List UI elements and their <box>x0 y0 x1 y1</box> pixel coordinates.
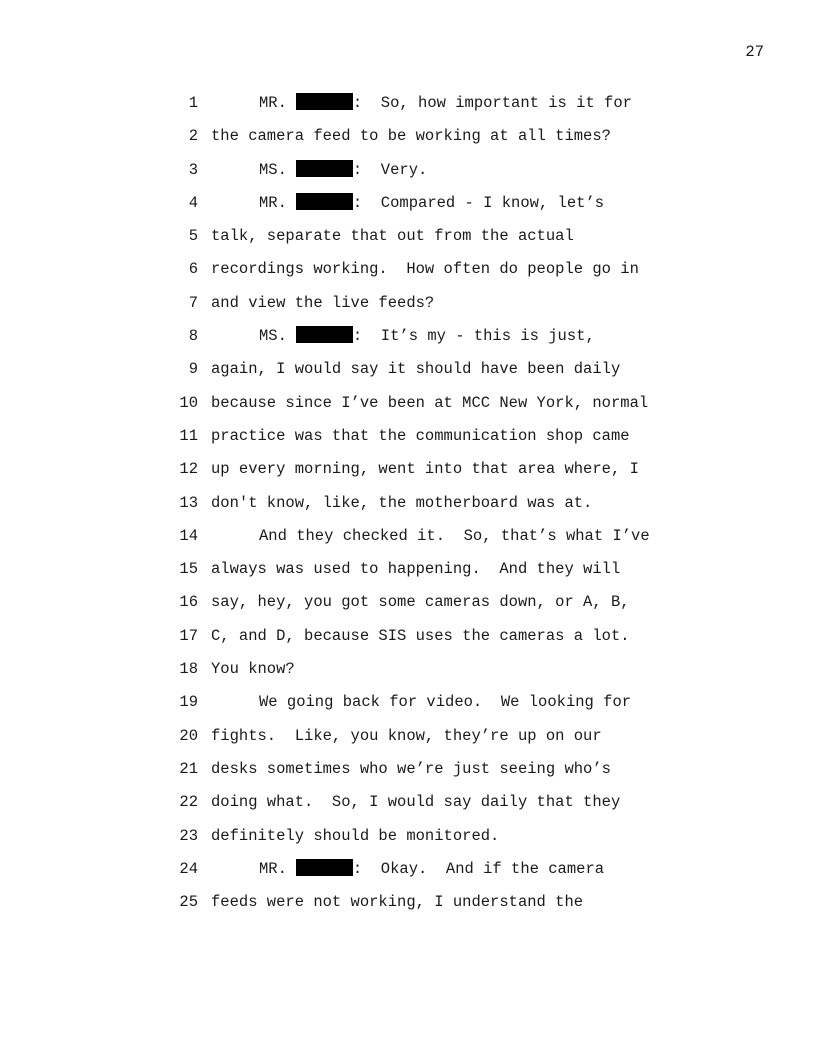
transcript-line <box>0 353 816 386</box>
line-number: 11 <box>179 426 198 445</box>
line-text: again, I would say it should have been daily <box>211 360 621 379</box>
line-text <box>259 853 604 886</box>
line-number: 20 <box>179 726 198 745</box>
line-text: feeds were not working, I understand the <box>211 893 584 912</box>
transcript-line <box>0 187 816 220</box>
speaker-label: MS. <box>259 160 287 179</box>
transcript-line <box>0 420 816 453</box>
line-number: 7 <box>188 293 198 312</box>
transcript-line <box>0 453 816 486</box>
line-text: talk, separate that out from the actual <box>211 227 574 246</box>
speaker-label: MS. <box>259 327 287 346</box>
line-text: desks sometimes who we’re just seeing who’s <box>211 759 611 778</box>
transcript-line <box>0 720 816 753</box>
transcript-line <box>0 520 816 553</box>
line-number: 25 <box>179 893 198 912</box>
line-number: 16 <box>179 593 198 612</box>
redaction-bar <box>296 160 353 177</box>
line-text: doing what. So, I would say daily that they <box>211 793 621 812</box>
transcript-line <box>0 320 816 353</box>
line-number: 21 <box>179 759 198 778</box>
speaker-text: : It’s my - this is just, <box>352 327 595 346</box>
transcript-line <box>0 786 816 819</box>
transcript-line <box>0 553 816 586</box>
line-number: 1 <box>188 94 198 112</box>
line-number: 9 <box>188 360 198 379</box>
transcript-body <box>0 87 816 919</box>
line-text: You know? <box>211 660 295 679</box>
transcript-line <box>0 87 816 120</box>
redaction-bar <box>296 859 353 876</box>
line-number: 12 <box>179 460 198 479</box>
line-number: 6 <box>188 260 198 279</box>
line-number: 3 <box>188 160 198 179</box>
speaker-label: MR. <box>259 859 287 878</box>
transcript-line <box>0 820 816 853</box>
line-text: and view the live feeds? <box>211 293 435 312</box>
line-text: always was used to happening. And they will <box>211 560 621 579</box>
line-text: practice was that the communication shop came <box>211 426 630 445</box>
transcript-line <box>0 886 816 919</box>
line-text: recordings working. How often do people go in <box>211 260 639 279</box>
speaker-label: MR. <box>259 94 287 112</box>
transcript-line <box>0 686 816 719</box>
transcript-line <box>0 586 816 619</box>
speaker-text: : Compared - I know, let’s <box>352 193 605 212</box>
transcript-line <box>0 154 816 187</box>
line-number: 17 <box>179 626 198 645</box>
line-text: up every morning, went into that area where, I <box>211 460 639 479</box>
redaction-bar <box>296 326 353 343</box>
line-number: 15 <box>179 560 198 579</box>
page-number: 27 <box>745 43 764 61</box>
line-text <box>259 187 604 220</box>
line-text <box>259 320 595 353</box>
line-text: definitely should be monitored. <box>211 826 500 845</box>
line-number: 14 <box>179 526 198 545</box>
redaction-bar <box>296 93 353 110</box>
transcript-line <box>0 120 816 153</box>
line-text: because since I’ve been at MCC New York, normal <box>211 393 649 412</box>
line-text <box>259 154 427 187</box>
transcript-line <box>0 253 816 286</box>
line-text: say, hey, you got some cameras down, or A, B, <box>211 593 630 612</box>
line-text: We going back for video. We looking for <box>259 693 632 712</box>
line-number: 19 <box>179 693 198 712</box>
line-number: 10 <box>179 393 198 412</box>
line-number: 24 <box>179 859 198 878</box>
line-number: 13 <box>179 493 198 512</box>
line-number: 2 <box>188 127 198 146</box>
line-text: the camera feed to be working at all times? <box>211 127 611 146</box>
line-text: fights. Like, you know, they’re up on our <box>211 726 602 745</box>
transcript-line <box>0 387 816 420</box>
line-number: 18 <box>179 660 198 679</box>
line-text <box>259 87 632 120</box>
line-number: 23 <box>179 826 198 845</box>
redaction-bar <box>296 193 353 210</box>
speaker-text: : Okay. And if the camera <box>352 859 605 878</box>
line-number: 5 <box>188 227 198 246</box>
line-text: And they checked it. So, that’s what I’ve <box>259 526 650 545</box>
line-number: 8 <box>188 327 198 346</box>
transcript-line <box>0 287 816 320</box>
transcript-line <box>0 620 816 653</box>
line-number: 4 <box>188 193 198 212</box>
line-text: C, and D, because SIS uses the cameras a lot. <box>211 626 630 645</box>
line-text: don't know, like, the motherboard was at. <box>211 493 593 512</box>
transcript-line <box>0 653 816 686</box>
speaker-label: MR. <box>259 193 287 212</box>
line-number: 22 <box>179 793 198 812</box>
transcript-line <box>0 753 816 786</box>
speaker-text: : So, how important is it for <box>352 94 632 112</box>
transcript-line <box>0 487 816 520</box>
transcript-line <box>0 853 816 886</box>
speaker-text: : Very. <box>352 160 428 179</box>
transcript-line <box>0 220 816 253</box>
